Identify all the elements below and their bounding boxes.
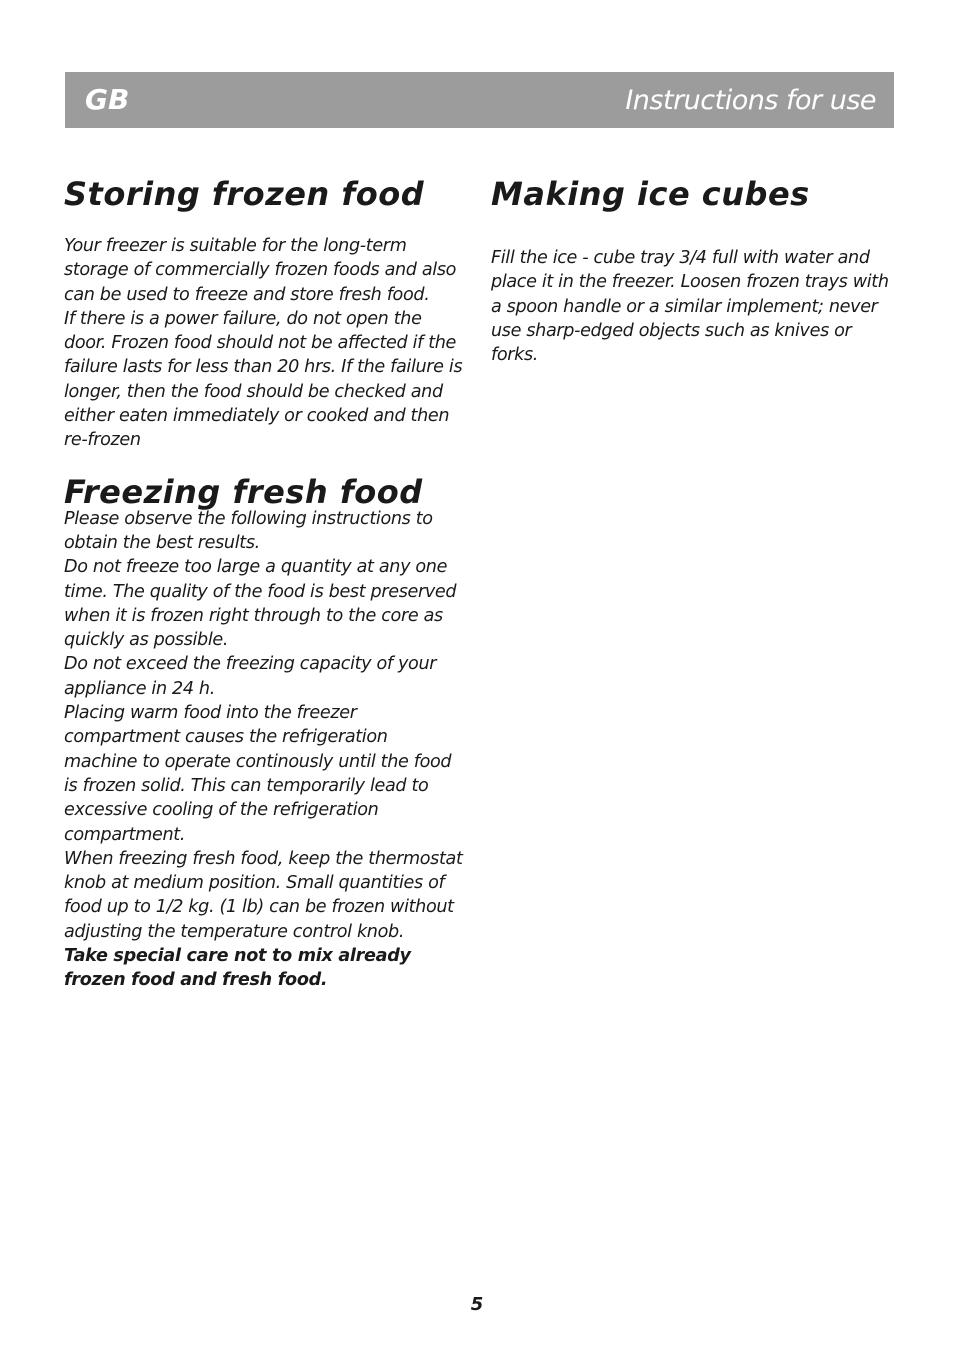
section-body bbox=[64, 234, 464, 453]
section-making-ice-cubes bbox=[491, 170, 895, 367]
paragraph: When freezing fresh food, keep the thermostat knob at medium position. Small quantities of food up to 1/2 kg. (1 lb) can be frozen without adjusting the temperature control knob. bbox=[64, 848, 463, 942]
warning-text: Take special care not to mix already frozen food and fresh food. bbox=[64, 946, 411, 991]
paragraph: Please observe the following instructions to obtain the best results. bbox=[64, 508, 433, 553]
language-code: GB bbox=[85, 83, 130, 116]
header-bar bbox=[65, 72, 894, 128]
page-number: 5 bbox=[470, 1294, 484, 1315]
section-heading: Making ice cubes bbox=[491, 175, 810, 213]
left-column bbox=[64, 170, 464, 993]
paragraph: If there is a power failure, do not open the door. Frozen food should not be affected if the failure lasts for less than 20 hrs. If the failure is longer, then the food should be checked and either eaten immediately or cooked and then re-frozen bbox=[64, 308, 463, 451]
paragraph: Your freezer is suitable for the long-term storage of commercially frozen foods and also can be used to freeze and store fresh food. bbox=[64, 236, 457, 305]
paragraph: Fill the ice - cube tray 3/4 full with water and place it in the freezer. Loosen frozen trays with a spoon handle or a similar implement; never use sharp-edged objects such as knives or forks. bbox=[491, 248, 889, 366]
section-heading: Storing frozen food bbox=[64, 175, 425, 213]
paragraph: Placing warm food into the freezer compartment causes the refrigeration machine to operate continously until the food is frozen solid. This can temporarily lead to excessive cooling of the refrigeration compartment. bbox=[64, 703, 452, 845]
section-freezing-fresh-food bbox=[64, 472, 464, 993]
section-heading: Freezing fresh food bbox=[64, 472, 423, 511]
paragraph: Do not exceed the freezing capacity of your appliance in 24 h. bbox=[64, 654, 437, 699]
document-title: Instructions for use bbox=[625, 85, 876, 116]
section-storing-frozen-food bbox=[64, 170, 464, 453]
paragraph: Do not freeze too large a quantity at any one time. The quality of the food is best preserved when it is frozen right through to the core as quickly as possible. bbox=[64, 557, 457, 651]
right-column bbox=[491, 170, 895, 367]
section-body bbox=[491, 246, 895, 367]
section-body bbox=[64, 507, 464, 993]
